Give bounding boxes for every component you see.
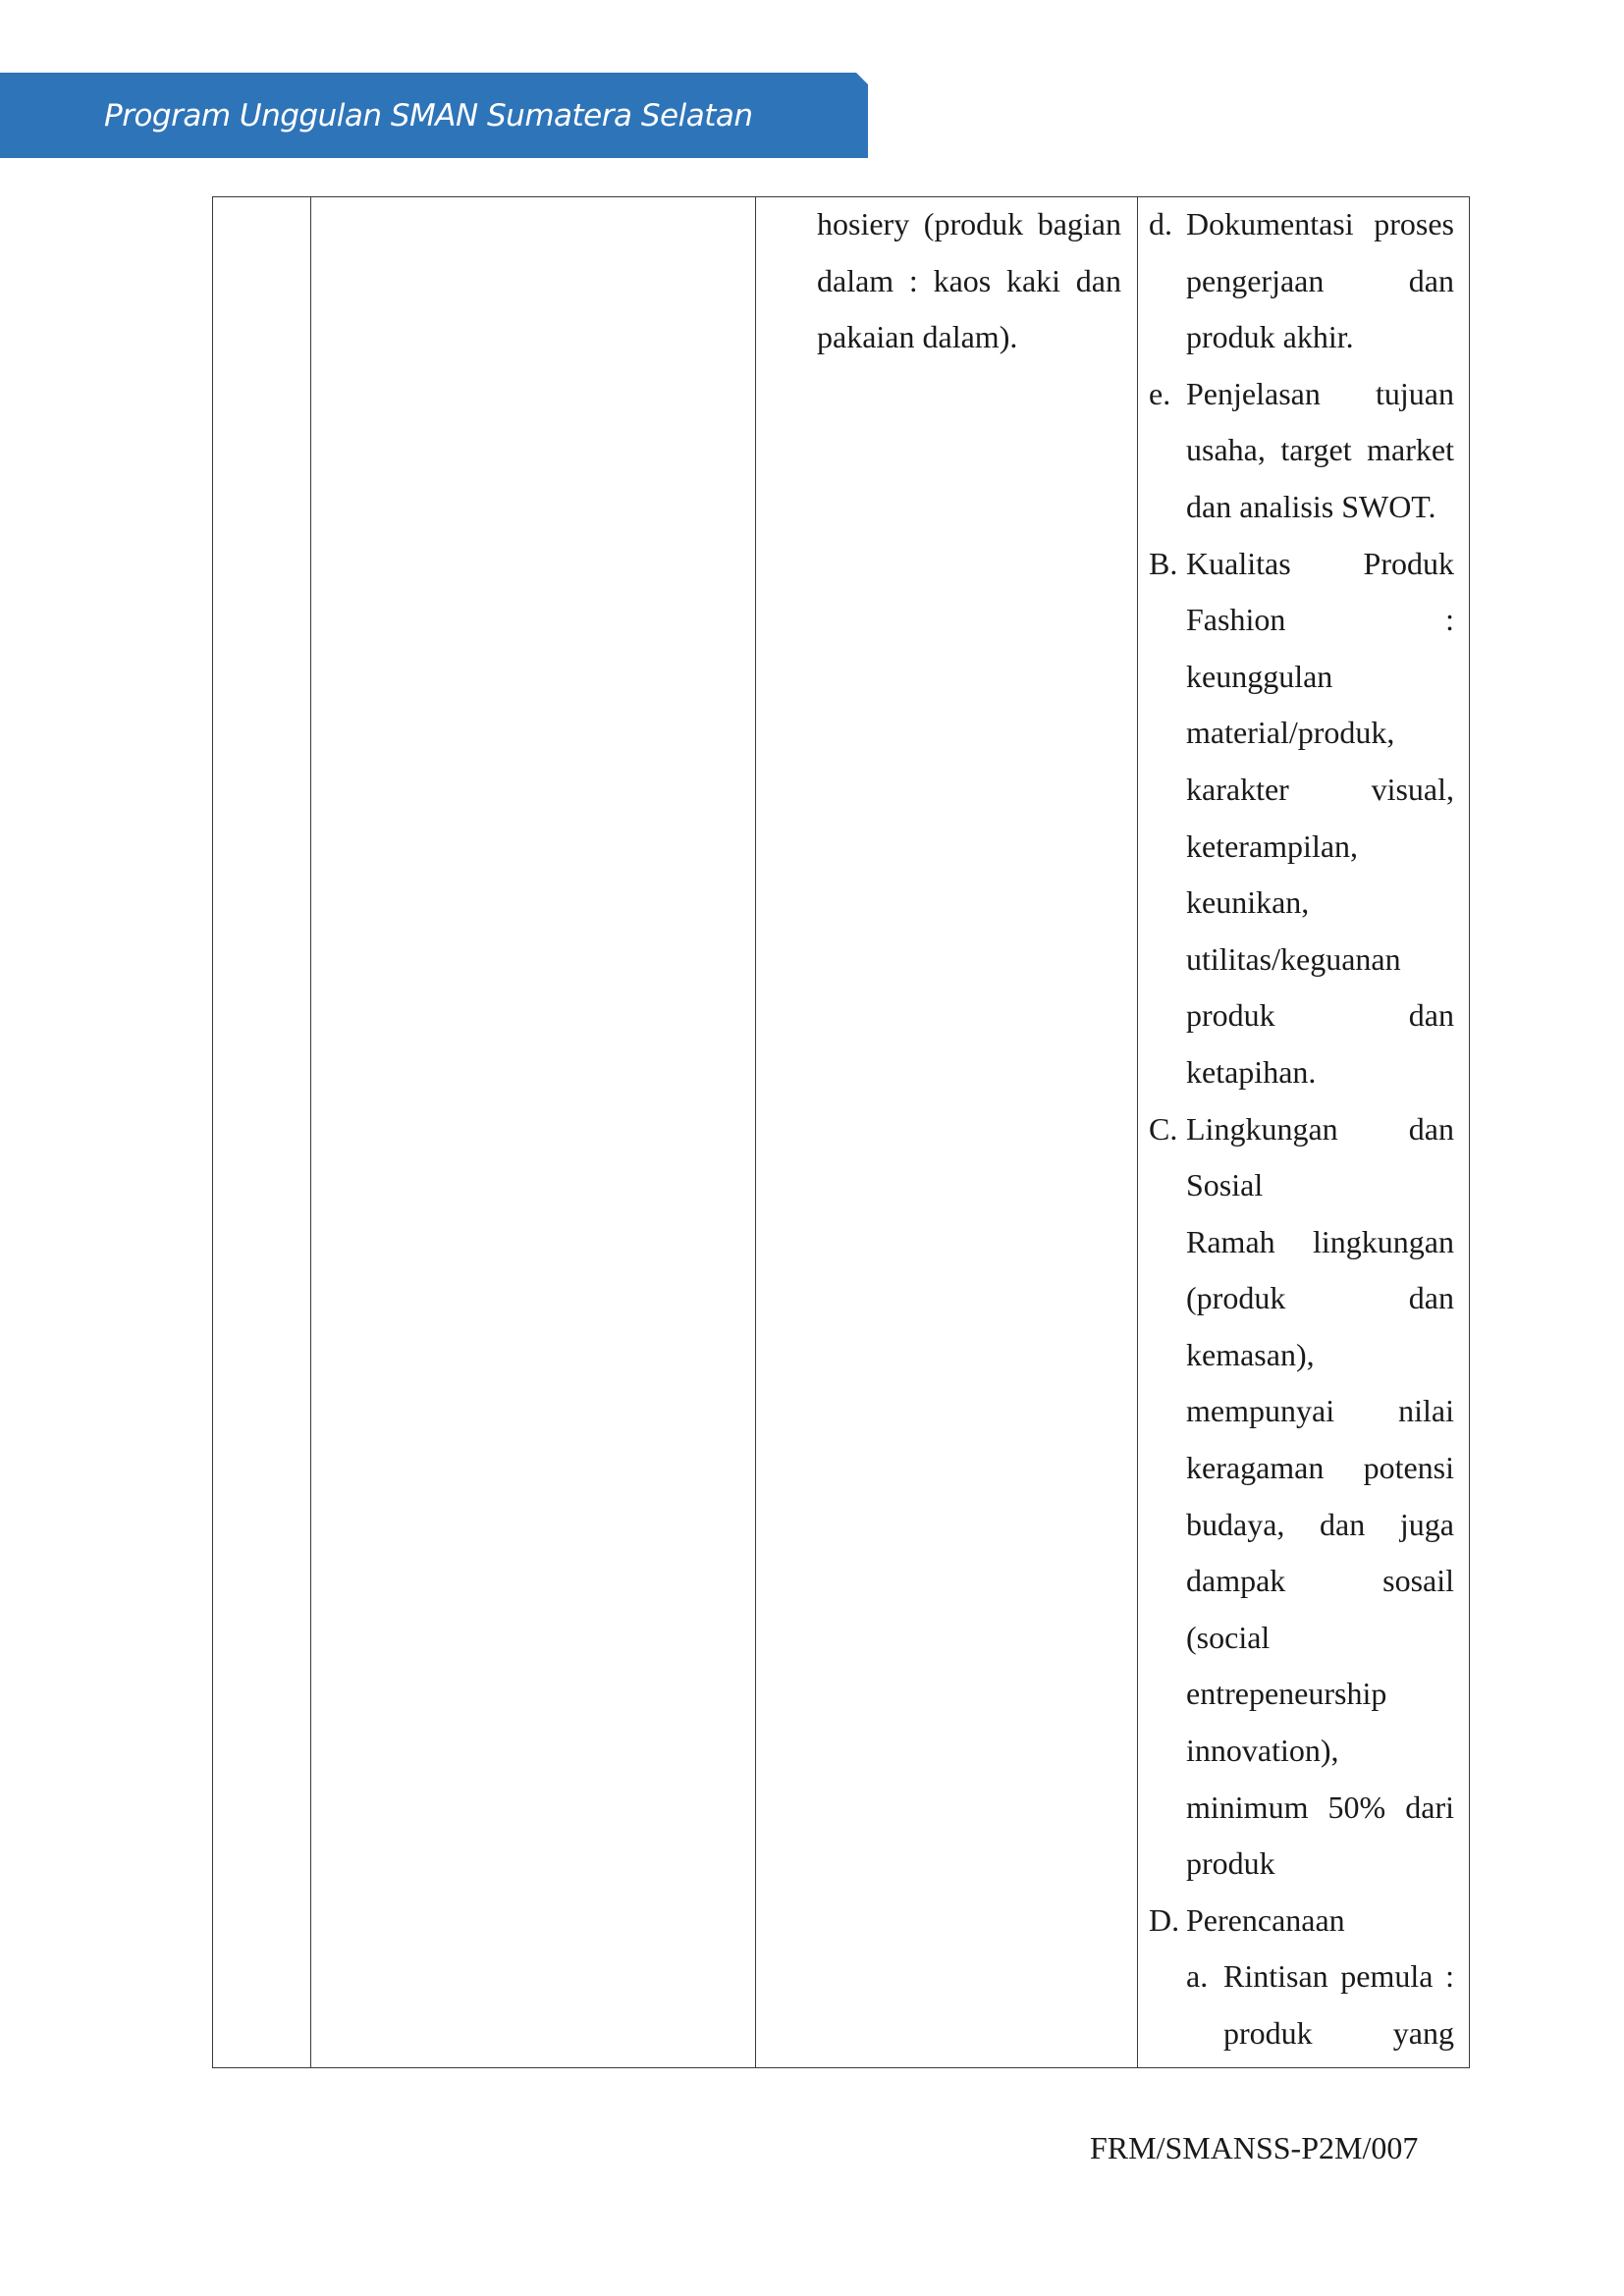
list-line: kemasan), <box>1186 1336 1315 1372</box>
list-line: ketapihan. <box>1186 1053 1317 1090</box>
list-line: utilitas/keguanan <box>1186 940 1401 977</box>
list-marker: D. <box>1149 1901 1180 1938</box>
column-divider <box>310 197 311 2067</box>
list-marker: d. <box>1149 206 1172 241</box>
table-cell-col3 <box>817 196 1121 366</box>
list-line: Lingkungan dan <box>1186 1110 1454 1147</box>
list-line: keunggulan <box>1186 658 1333 694</box>
cell-line: pakaian dalam). <box>817 319 1018 355</box>
list-line: Fashion : <box>1186 602 1454 638</box>
list-line: Dokumentasi proses <box>1186 206 1454 241</box>
list-item <box>1149 536 1454 1101</box>
list-line: entrepeneurship <box>1186 1676 1387 1712</box>
list-line: usaha, target market <box>1186 432 1454 468</box>
list-item <box>1149 366 1454 536</box>
list-line: Sosial <box>1186 1167 1264 1203</box>
sub-list-item <box>1186 1949 1454 2061</box>
list-line: keterampilan, <box>1186 828 1359 864</box>
list-marker: B. <box>1149 545 1178 581</box>
list-line: produk <box>1186 1845 1275 1882</box>
sub-list-marker: a. <box>1186 1958 1209 1995</box>
list-marker: C. <box>1149 1110 1178 1147</box>
list-line: karakter visual, <box>1186 771 1454 807</box>
list-line: minimum 50% dari <box>1186 1789 1454 1825</box>
list-line: budaya, dan juga <box>1186 1506 1454 1542</box>
list-item <box>1149 1893 1454 1949</box>
list-item <box>1149 196 1454 366</box>
list-line: mempunyai nilai <box>1186 1393 1454 1429</box>
sub-list <box>1186 1949 1454 2061</box>
list-line: produk yang <box>1223 2015 1454 2051</box>
list-item <box>1149 1101 1454 1893</box>
list-line: produk dan <box>1186 997 1454 1034</box>
list-line: dampak sosail <box>1186 1563 1454 1599</box>
column-divider <box>755 197 756 2067</box>
list-line: (produk dan <box>1186 1280 1454 1316</box>
list-line: Ramah lingkungan <box>1186 1223 1454 1259</box>
list-line: keragaman potensi <box>1186 1450 1454 1486</box>
cell-line: hosiery (produk bagian <box>817 206 1121 241</box>
table-cell-col4 <box>1149 196 1454 2062</box>
list-line: material/produk, <box>1186 715 1395 751</box>
list-line: pengerjaan dan <box>1186 262 1454 298</box>
cell-line: dalam : kaos kaki dan <box>817 262 1121 298</box>
list-line: keunikan, <box>1186 884 1310 921</box>
form-code: FRM/SMANSS-P2M/007 <box>1090 2130 1419 2165</box>
list-line: dan analisis SWOT. <box>1186 488 1436 524</box>
list-line: (social <box>1186 1619 1271 1655</box>
list-line: innovation), <box>1186 1733 1339 1769</box>
list-marker: e. <box>1149 375 1171 411</box>
list-line: Kualitas Produk <box>1186 545 1454 581</box>
list-line: produk akhir. <box>1186 319 1354 355</box>
list-line: Penjelasan tujuan <box>1186 375 1454 411</box>
header-title: Program Unggulan SMAN Sumatera Selatan <box>104 98 753 133</box>
list-line: Perencanaan <box>1186 1901 1345 1938</box>
list-line: Rintisan pemula : <box>1223 1958 1454 1995</box>
column-divider <box>1137 197 1138 2067</box>
